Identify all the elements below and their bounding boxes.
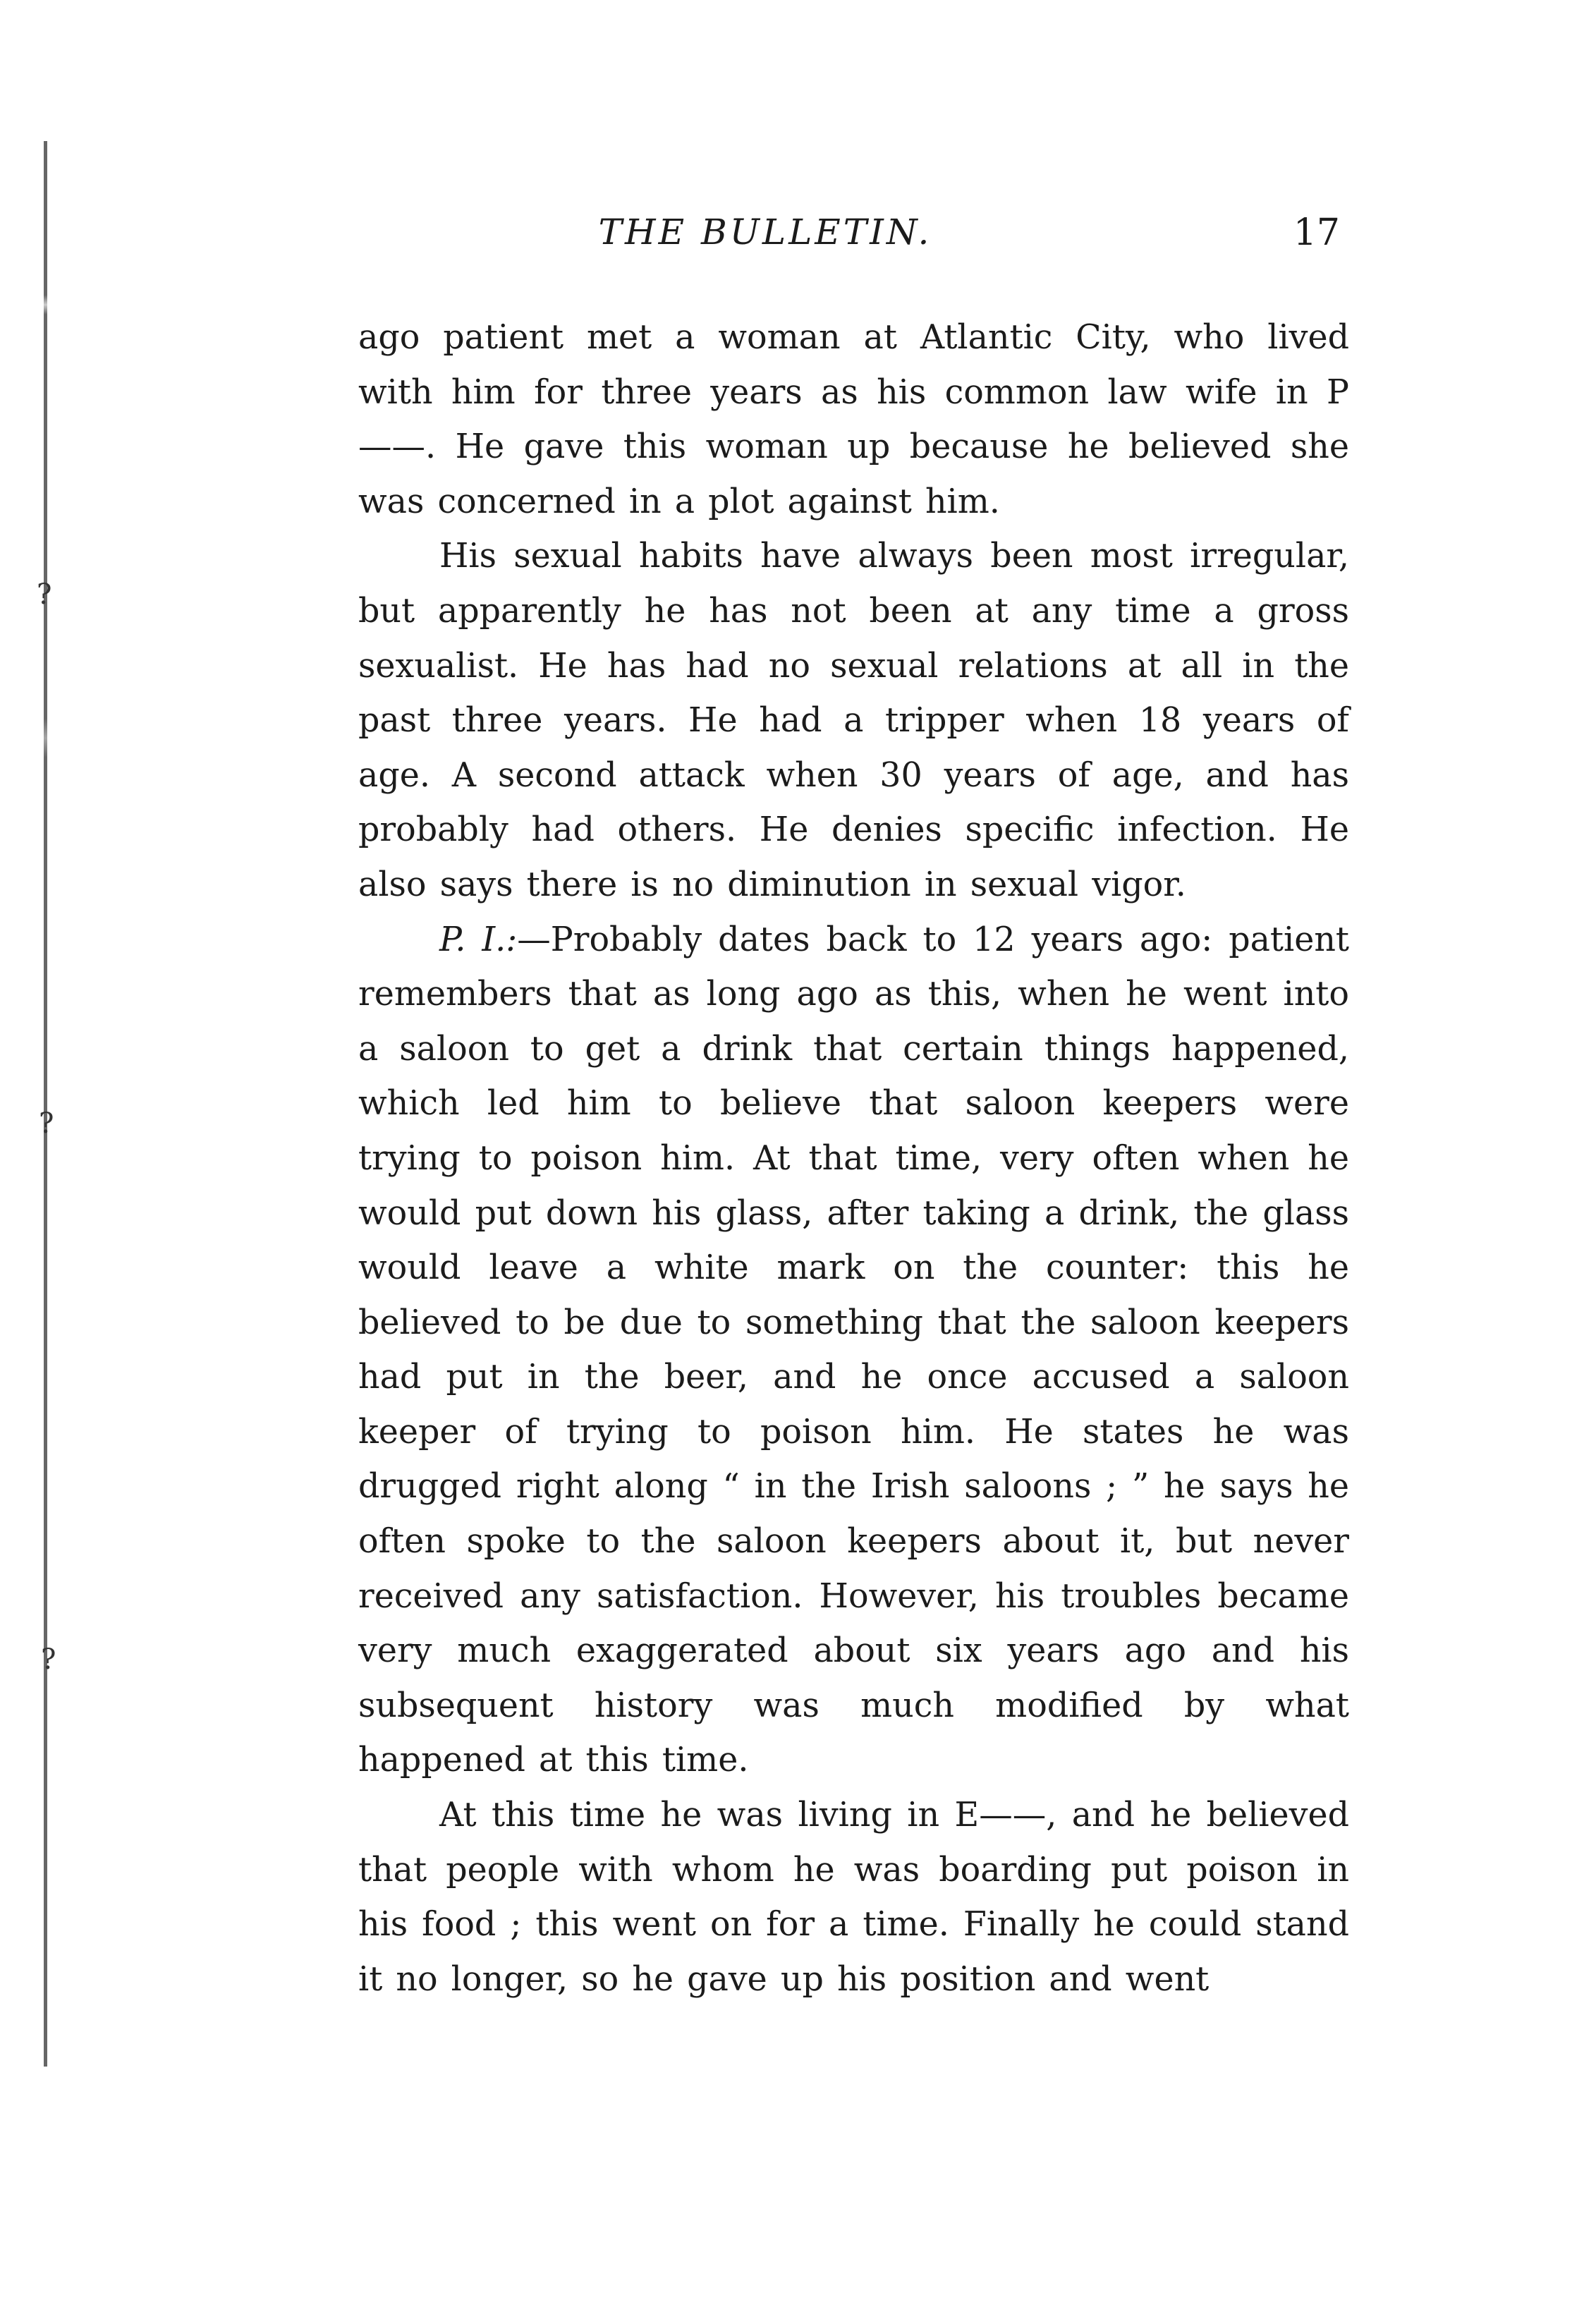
margin-mark-3: ? xyxy=(41,1643,56,1676)
margin-mark-2: ? xyxy=(39,1107,54,1140)
paragraph-4: At this time he was living in E——, and he believed that people with whom he was boarding put poison in his food ; this went on for a time. Finally he could stand it no longer, so he gave up his position and went xyxy=(358,1796,1349,1999)
page-number: 17 xyxy=(1293,212,1340,254)
margin-mark-1: ? xyxy=(37,578,52,611)
section-label: P. I.: xyxy=(439,920,518,959)
body-text xyxy=(358,310,1349,2007)
running-title: THE BULLETIN. xyxy=(598,212,932,252)
page-binding-edge xyxy=(44,141,47,2067)
paragraph-3-text: —Probably dates back to 12 years ago: patient remembers that as long ago as this, when he went into a saloon to get a drink that certain things happened, which led him to believe that saloon keepers were trying to poison him. At that time, very often when he would put down his glass, after taking a drink, the glass would leave a white mark on the counter: this he believed to be due to something that the saloon keepers had put in the beer, and he once accused a saloon keeper of trying to poison him. He states he was drugged right along “ in the Irish saloons ; ” he says he often spoke to the saloon keepers about it, but never received any satisfaction. However, his troubles became very much exaggerated about six years ago and his subsequent history was much modified by what happened at this time. xyxy=(358,920,1350,1780)
paragraph-2: His sexual habits have always been most irregular, but apparently he has not been at any time a gross sexualist. He has had no sexual relations at all in the past three years. He had a tripper when 18 years of age. A second attack when 30 years of age, and has probably had others. He denies specific infection. He also says there is no diminution in sexual vigor. xyxy=(358,537,1349,904)
paragraph-3 xyxy=(358,913,1349,1789)
paragraph-1: ago patient met a woman at Atlantic City, who lived with him for three years as his common law wife in P——. He gave this woman up because he believed she was concerned in a plot against him. xyxy=(358,318,1349,521)
page-header xyxy=(360,212,1347,268)
